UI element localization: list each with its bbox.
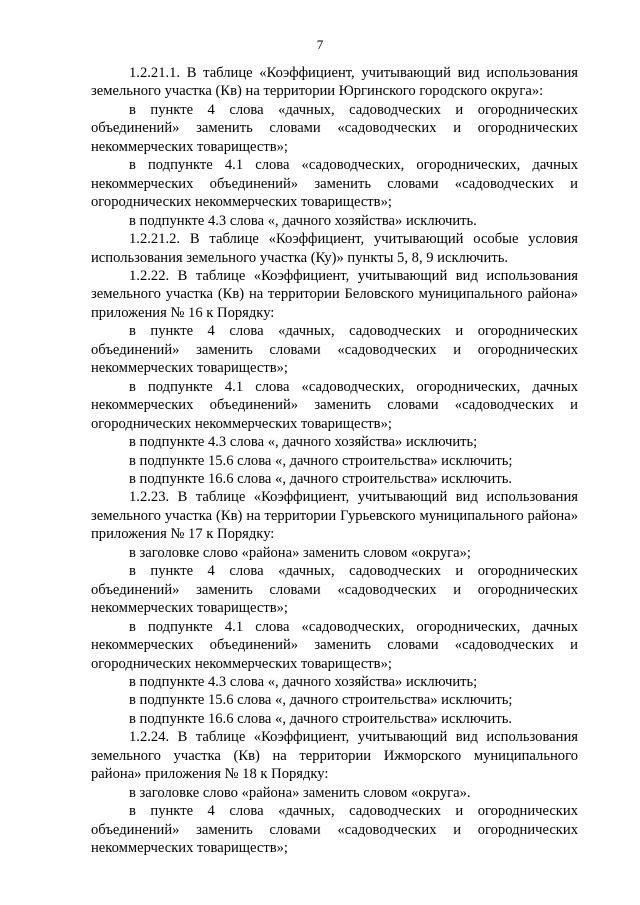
paragraph: в подпункте 16.6 слова «, дачного строительства» исключить. [129, 710, 513, 727]
paragraph: в пункте 4 слова «дачных, садоводческих и огороднических объединений» заменить словами «садоводческих и огороднических некоммерческих товариществ»; [91, 803, 578, 857]
paragraph: в заголовке слово «района» заменить словом «округа». [129, 784, 471, 801]
paragraph: 1.2.22. В таблице «Коэффициент, учитывающий вид использования земельного участка (Кв) на территории Беловского муниципального района» приложения № 16 к Порядку: [91, 267, 578, 321]
document-body [91, 64, 578, 857]
paragraph: в подпункте 4.3 слова «, дачного хозяйства» исключить; [129, 434, 478, 451]
paragraph: в подпункте 4.3 слова «, дачного хозяйства» исключить. [129, 212, 477, 229]
paragraph: в заголовке слово «района» заменить словом «округа»; [129, 544, 471, 561]
paragraph: 1.2.21.2. В таблице «Коэффициент, учитывающий особые условия использования земельного участка (Ку)» пункты 5, 8, 9 исключить. [91, 231, 578, 266]
paragraph: 1.2.24. В таблице «Коэффициент, учитывающий вид использования земельного участка (Кв) на территории Ижморского муниципального района» приложения № 18 к Порядку: [91, 729, 578, 783]
paragraph: в подпункте 4.1 слова «садоводческих, огороднических, дачных некоммерческих объединений» заменить словами «садоводческих и огороднических некоммерческих товариществ»; [91, 618, 578, 672]
paragraph: в подпункте 16.6 слова «, дачного строительства» исключить. [129, 470, 513, 487]
page-number: 7 [316, 37, 324, 52]
paragraph: 1.2.21.1. В таблице «Коэффициент, учитывающий вид использования земельного участка (Кв) на территории Юргинского городского округа»: [91, 65, 578, 100]
paragraph: в подпункте 4.1 слова «садоводческих, огороднических, дачных некоммерческих объединений» заменить словами «садоводческих и огороднических некоммерческих товариществ»; [91, 378, 578, 432]
paragraph: 1.2.23. В таблице «Коэффициент, учитывающий вид использования земельного участка (Кв) на территории Гурьевского муниципального района» приложения № 17 к Порядку: [91, 489, 578, 543]
paragraph: в пункте 4 слова «дачных, садоводческих и огороднических объединений» заменить словами «садоводческих и огороднических некоммерческих товариществ»; [91, 323, 578, 377]
paragraph: в пункте 4 слова «дачных, садоводческих и огороднических объединений» заменить словами «садоводческих и огороднических некоммерческих товариществ»; [91, 101, 578, 155]
paragraph: в подпункте 4.1 слова «садоводческих, огороднических, дачных некоммерческих объединений» заменить словами «садоводческих и огороднических некоммерческих товариществ»; [91, 157, 578, 211]
paragraph: в подпункте 15.6 слова «, дачного строительства» исключить; [129, 452, 513, 469]
paragraph: в подпункте 15.6 слова «, дачного строительства» исключить; [129, 692, 513, 709]
paragraph: в пункте 4 слова «дачных, садоводческих и огороднических объединений» заменить словами «садоводческих и огороднических некоммерческих товариществ»; [91, 563, 578, 617]
paragraph: в подпункте 4.3 слова «, дачного хозяйства» исключить; [129, 673, 478, 690]
